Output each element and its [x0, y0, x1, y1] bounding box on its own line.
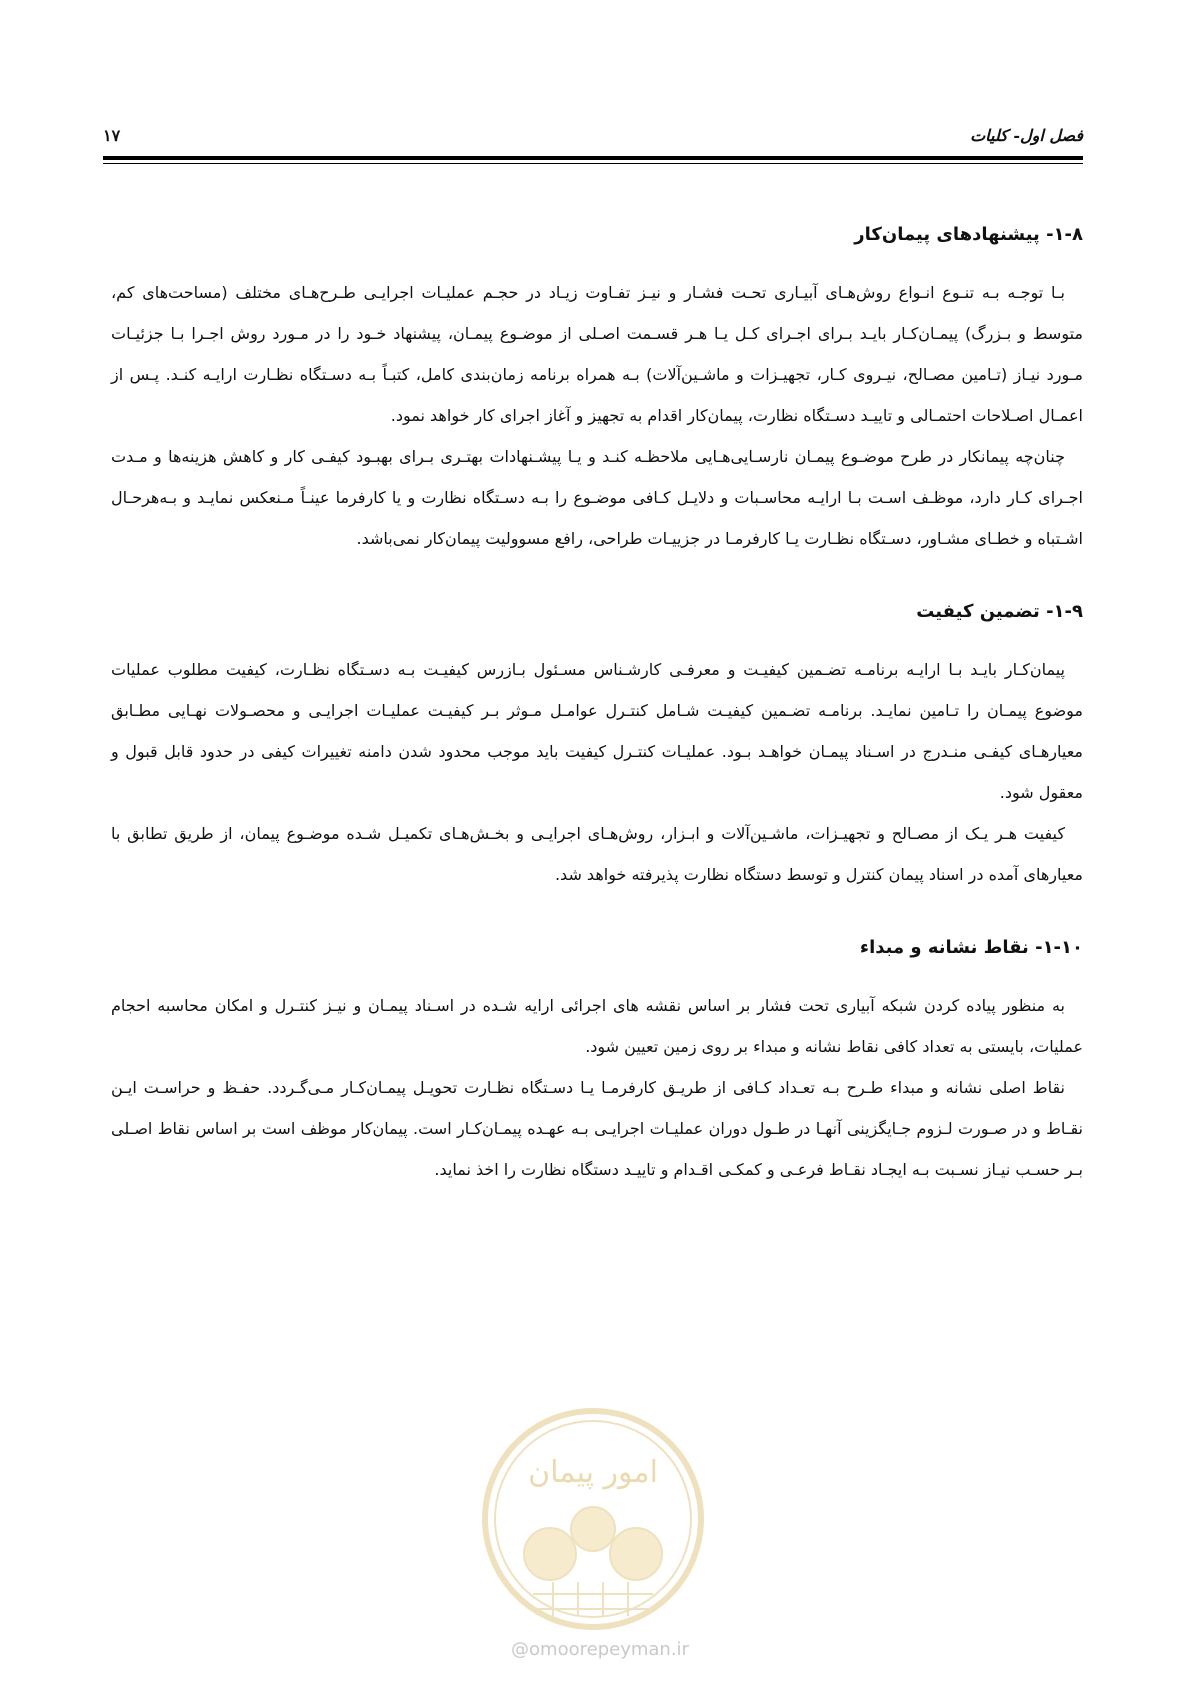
paragraph: بـا توجـه بـه تنـوع انـواع روش‌هـای آبیـاری تحـت فشـار و نیـز تفـاوت زیـاد در حجـم عملیـات اجرایـی طـرح‌هـای مختلف (مساحت‌های کم، متوسط و بـزرگ) پیمـان‌کـار بایـد بـرای اجـرای کـل یـا هـر قسـمت اصـلی از موضـوع پیمـان، پیشنهاد خـود را در مـورد روش اجـرا بـا جزئیـات مـورد نیـاز (تـامین مصـالح، نیـروی کـار، تجهیـزات و ماشـین‌آلات) بـه همراه برنامه زمان‌بندی کامل، کتبـاً بـه دسـتگاه نظـارت ارایـه کنـد. پـس از اعمـال اصـلاحات احتمـالی و تاییـد دسـتگاه نظارت، پیمان‌کار اقدام به تجهیز و آغاز اجرای کار خواهد نمود. — [111, 283, 1083, 425]
page-body — [111, 222, 1083, 1190]
section-title: ۱-۹- تضمین کیفیت — [916, 601, 1083, 622]
section-title: ۱-۸- پیشنهادهای پیمان‌کار — [854, 224, 1083, 245]
chapter-title: فصل اول- کلیات — [970, 126, 1083, 145]
section-title: ۱-۱۰- نقاط نشانه و مبداء — [859, 937, 1083, 958]
paragraph: چنان‌چه پیمانکار در طرح موضـوع پیمـان نارسـایی‌هـایی ملاحظـه کنـد و یـا پیشـنهادات بهتـری بـرای بهبـود کیفـی کار و کاهش هزینه‌ها و مـدت اجـرای کـار دارد، موظـف اسـت بـا ارایـه محاسـبات و دلایـل کـافی موضـوع را بـه دسـتگاه نظارت و یا کارفرما عینـاً مـنعکس نمایـد و بـه‌هرحـال اشـتباه و خطـای مشـاور، دسـتگاه نظـارت یـا کارفرمـا در جزییـات طراحی، رافع مسوولیت پیمان‌کار نمی‌باشد. — [111, 447, 1083, 548]
watermark-site: @omoorepeyman.ir — [511, 1639, 689, 1660]
watermark-logo — [478, 1404, 708, 1634]
section-contractor-proposals — [111, 222, 1083, 559]
section-quality-assurance — [111, 599, 1083, 895]
header-rule-thin — [103, 163, 1083, 164]
header-rule-thick — [103, 156, 1083, 160]
paragraph: به منظور پیاده کردن شبکه آبیاری تحت فشار بر اساس نقشه های اجرائی ارایه شـده در اسـناد پیمـان و نیـز کنتـرل و امکان محاسبه احجام عملیات، بایستی به تعداد کافی نقاط نشانه و مبداء بر روی زمین تعیین شود. — [111, 996, 1083, 1056]
paragraph: نقاط اصلی نشانه و مبداء طـرح بـه تعـداد کـافی از طریـق کارفرمـا یـا دسـتگاه نظـارت تحویـل پیمـان‌کـار مـی‌گـردد. حفـظ و حراسـت ایـن نقـاط و در صـورت لـزوم جـایگزینی آنهـا در طـول دوران عملیـات اجرایـی بـه عهـده پیمـان‌کـار است. پیمان‌کار موظف است بر اساس نقاط اصـلی بـر حسـب نیـاز نسـبت بـه ایجـاد نقـاط فرعـی و کمکـی اقـدام و تاییـد دستگاه نظارت را اخذ نماید. — [111, 1078, 1083, 1179]
page-number: ۱۷ — [103, 126, 121, 145]
watermark-logo-text: امور پیمان — [528, 1455, 658, 1490]
paragraph: کیفیت هـر یـک از مصـالح و تجهیـزات، ماشـین‌آلات و ابـزار، روش‌هـای اجرایـی و بخـش‌هـای تکمیـل شـده موضـوع پیمان، از طریق تطابق با معیارهای آمده در اسناد پیمان کنترل و توسط دستگاه نظارت پذیرفته خواهد شد. — [111, 824, 1083, 884]
section-benchmarks — [111, 935, 1083, 1190]
page-header — [103, 126, 1083, 152]
paragraph: پیمان‌کـار بایـد بـا ارایـه برنامـه تضـمین کیفیـت و معرفـی کارشـناس مسـئول بـازرس کیفیـت بـه دسـتگاه نظـارت، کیفیت مطلوب عملیات موضوع پیمـان را تـامین نمایـد. برنامـه تضـمین کیفیـت شـامل کنتـرل عوامـل مـوثر بـر کیفیـت عملیـات اجرایـی و محصـولات نهـایی مطـابق معیارهـای کیفـی منـدرج در اسـناد پیمـان خواهـد بـود. عملیـات کنتـرل کیفیت باید موجب محدود شدن دامنه تغییرات کیفی در حدود قابل قبول و معقول شود. — [111, 660, 1083, 802]
